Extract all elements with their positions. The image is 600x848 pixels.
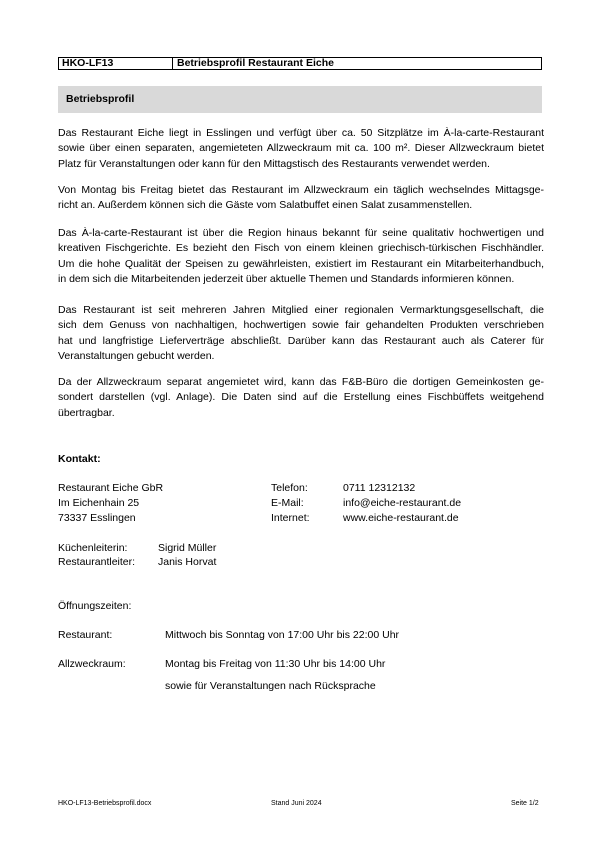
text-line: Von Montag bis Freitag bietet das Restaurant im Allzweckraum ein täglich wechselndes Mittagsge-: [58, 184, 544, 196]
hall-note: sowie für Veranstaltungen nach Rücksprache: [165, 680, 376, 692]
text-line: Das Restaurant Eiche liegt in Esslingen und verfügt über ca. 50 Sitzplätze im À-la-carte-Restaurant: [58, 127, 544, 139]
web-value: www.eiche-restaurant.de: [343, 512, 459, 524]
address-line: Restaurant Eiche GbR: [58, 482, 164, 494]
header-table: [58, 57, 542, 70]
chef-name: Sigrid Müller: [158, 542, 217, 554]
text-line: sondert darstellen (vgl. Anlage). Die Daten sind auf die Erstellung eines Fischbüffets weitgehend: [58, 391, 544, 404]
phone-label: Telefon:: [271, 482, 308, 494]
manager-name: Janis Horvat: [158, 556, 217, 568]
phone-value: 0711 12312132: [343, 482, 416, 494]
text-line: Da der Allzweckraum separat angemietet wird, kann das F&B-Büro die dortigen Gemeinkosten ge-: [58, 376, 544, 388]
email-value: info@eiche-restaurant.de: [343, 497, 462, 509]
section-heading: Betriebsprofil: [58, 86, 542, 113]
contact-heading: Kontakt:: [58, 453, 101, 465]
text-line: sich dem Genuss von nachhaltigen, hochwertigen sowie fair gehandelten Produkten verschrieben: [58, 319, 544, 332]
manager-label: Restaurantleiter:: [58, 556, 136, 568]
paragraph-5: [58, 375, 544, 421]
address-line: 73337 Esslingen: [58, 512, 136, 524]
text-line: Veranstaltungen gebucht werden.: [58, 349, 215, 362]
text-line: sowie über einen separaten, angemieteten Allzweckraum mit ca. 100 m². Dieser Allzweckraum bietet: [58, 142, 544, 155]
opening-heading: Öffnungszeiten:: [58, 600, 132, 612]
chef-label: Küchenleiterin:: [58, 542, 128, 554]
text-line: übertragbar.: [58, 406, 115, 419]
text-line: richt an. Außerdem können sich die Gäste vom Salatbuffet einen Salat zusammenstellen.: [58, 199, 473, 212]
text-line: Platz für Veranstaltungen oder kann für den Mittagstisch des Restaurants verwendet werden.: [58, 157, 490, 170]
text-line: Das Restaurant ist seit mehreren Jahren Mitglied einer regionalen Vermarktungsgesellschaft, die: [58, 304, 544, 316]
paragraph-3: [58, 226, 544, 287]
text-line: hat und langfristige Lieferverträge abschließt. Darüber kann das Restaurant auch als Caterer für: [58, 334, 544, 347]
text-line: kreativen Fischgerichte. Es bezieht den Fisch von einem kleinen griechisch-türkischen Fischhändler.: [58, 242, 544, 255]
hall-hours: Montag bis Freitag von 11:30 Uhr bis 14:00 Uhr: [165, 658, 386, 670]
address-line: Im Eichenhain 25: [58, 497, 140, 509]
paragraph-2: [58, 183, 544, 214]
restaurant-hours: Mittwoch bis Sonntag von 17:00 Uhr bis 22:00 Uhr: [165, 629, 400, 641]
document-code: HKO-LF13: [59, 58, 173, 69]
email-label: E-Mail:: [271, 497, 304, 509]
text-line: Das À-la-carte-Restaurant ist über die Region hinaus bekannt für seine qualitativ hochwertigen und: [58, 227, 544, 239]
footer-filename: HKO-LF13-Betriebsprofil.docx: [58, 800, 152, 807]
restaurant-label: Restaurant:: [58, 629, 113, 641]
footer-status: Stand Juni 2024: [271, 800, 322, 807]
footer-page-number: Seite 1/2: [511, 800, 539, 807]
text-line: in dem sich die Mitarbeitenden jederzeit über aktuelle Themen und Standards informieren können.: [58, 272, 515, 285]
paragraph-1: [58, 126, 544, 172]
document-title: Betriebsprofil Restaurant Eiche: [177, 57, 334, 69]
text-line: Um die hohe Qualität der Speisen zu gewährleisten, existiert im Restaurant ein Mitarbeiterhandbuch,: [58, 257, 544, 270]
hall-label: Allzweckraum:: [58, 658, 126, 670]
web-label: Internet:: [271, 512, 310, 524]
paragraph-4: [58, 303, 544, 364]
